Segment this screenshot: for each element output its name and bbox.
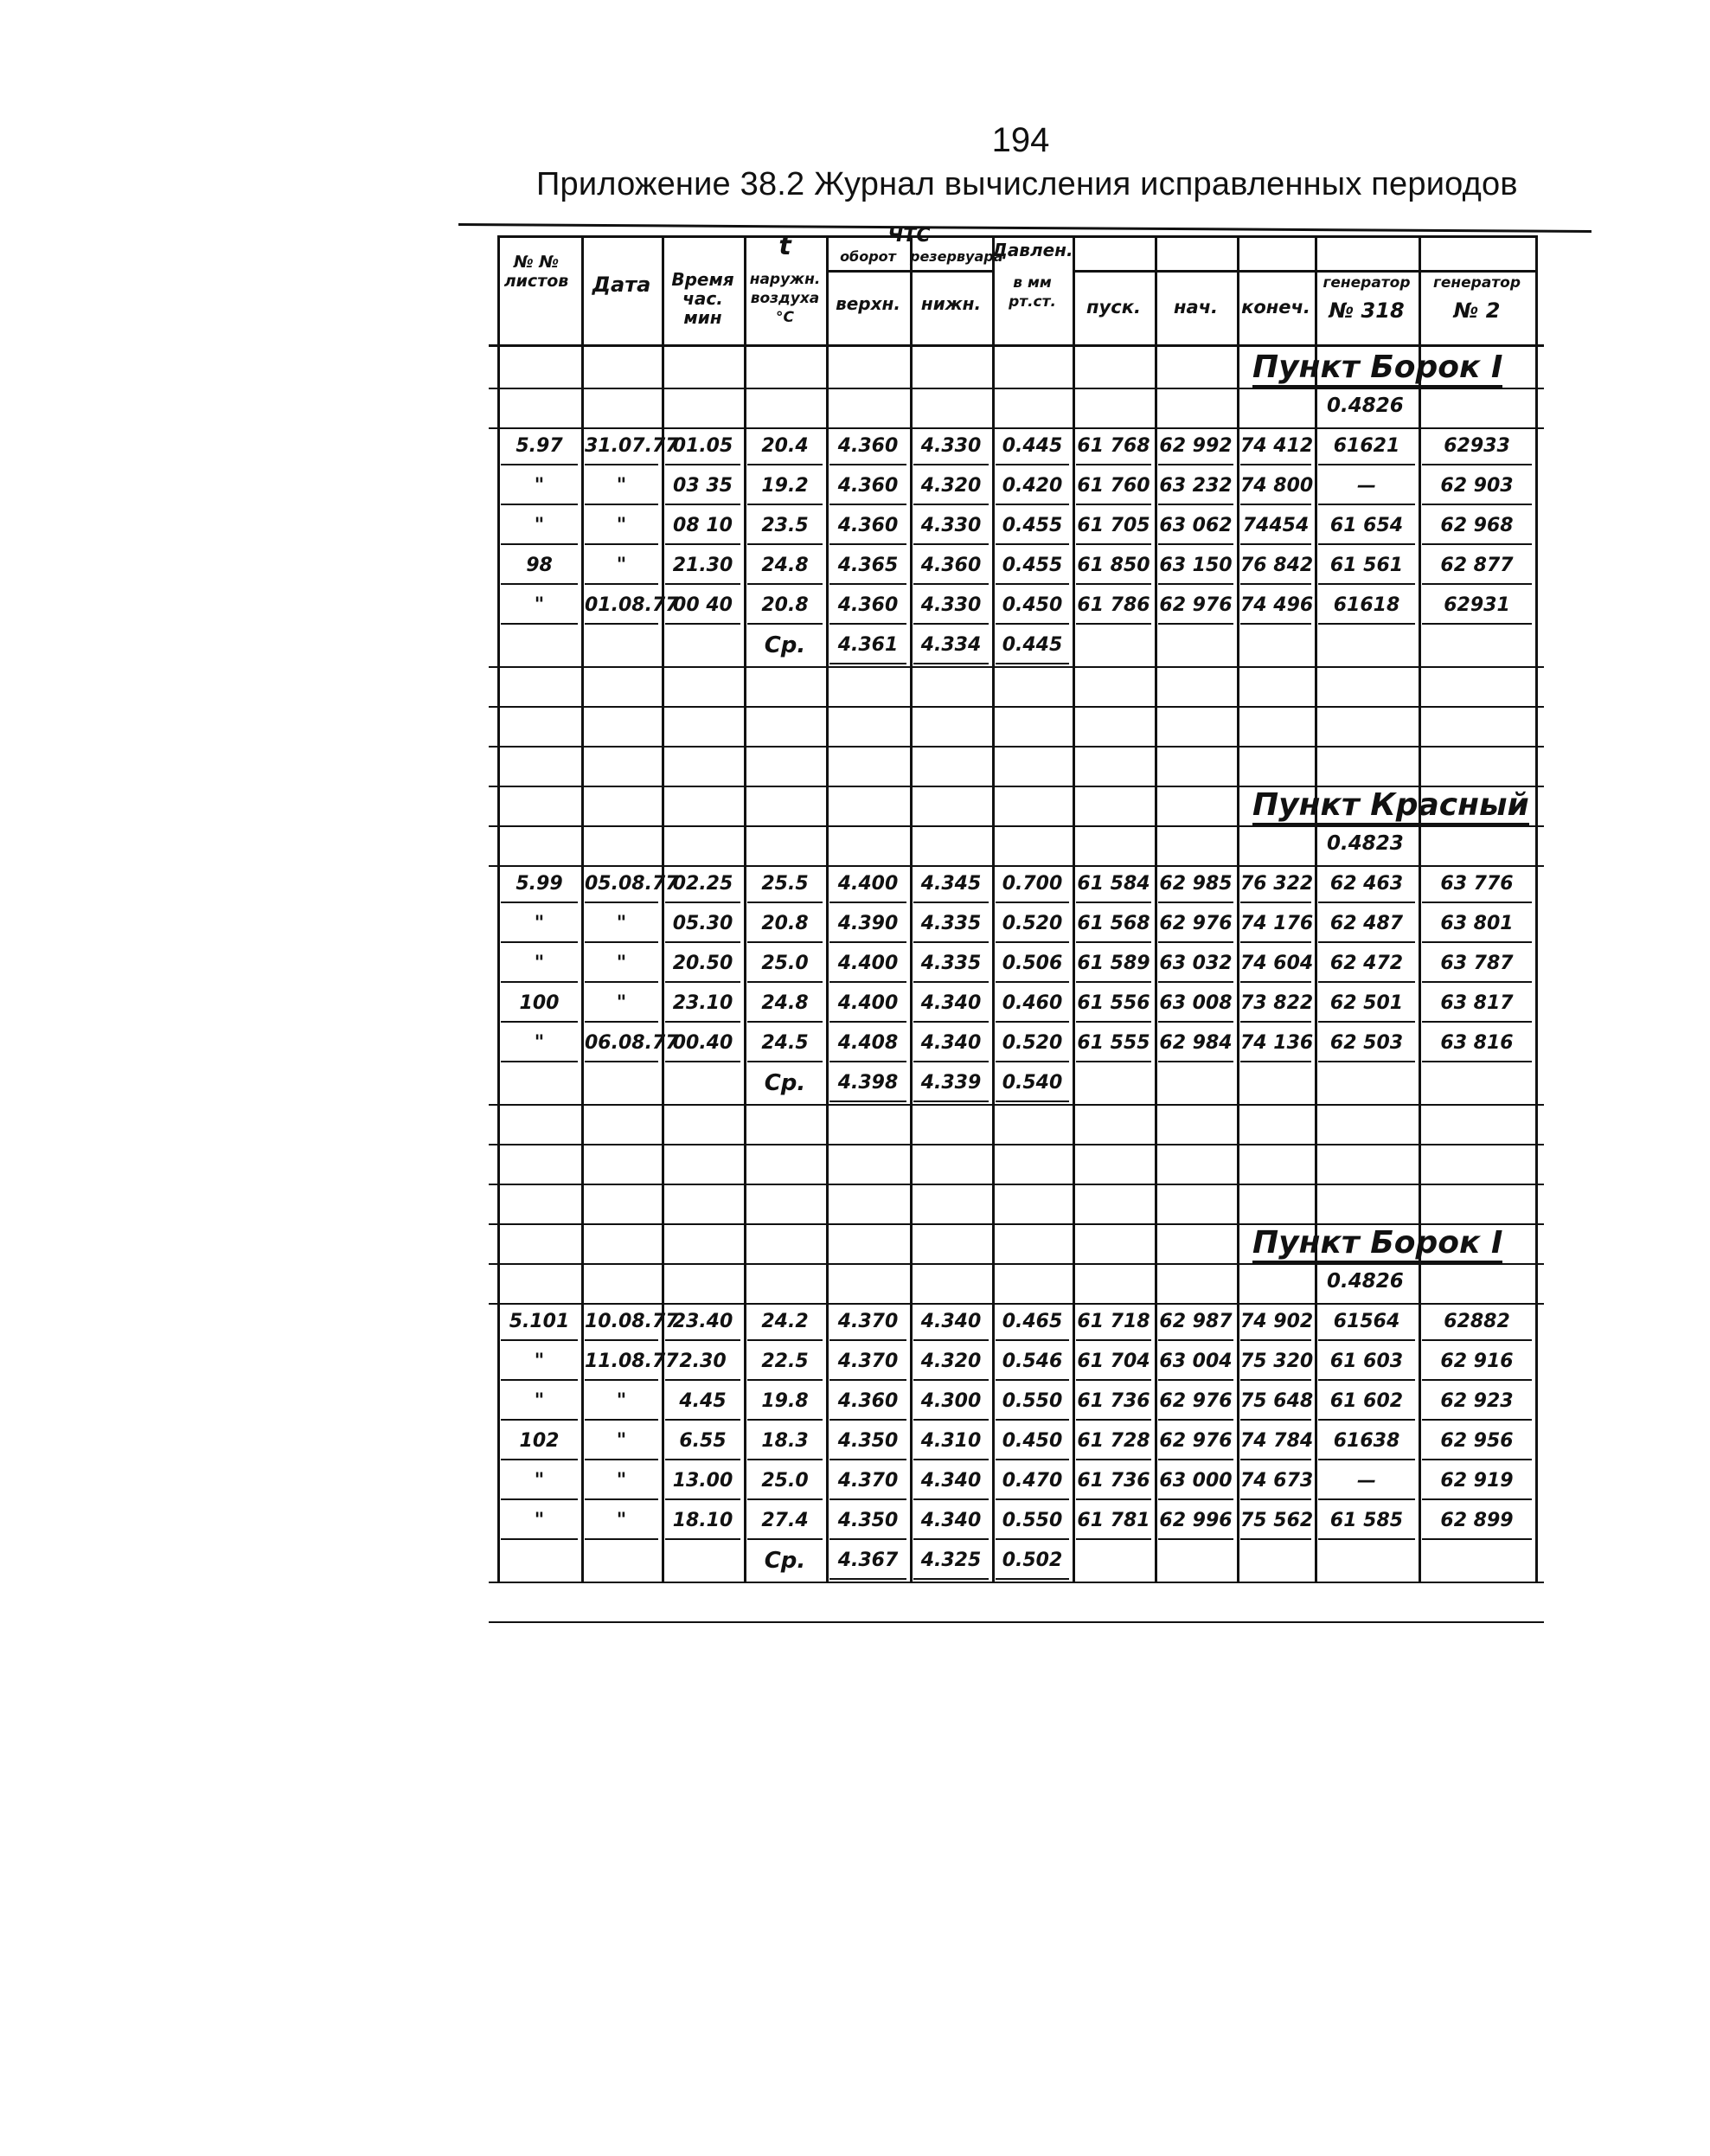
cell-sheet: " bbox=[501, 509, 578, 545]
cell-temp: 20.8 bbox=[747, 907, 823, 943]
cell-temp: 18.3 bbox=[747, 1424, 823, 1460]
header-oborot: оборот bbox=[840, 248, 896, 265]
page-number: 194 bbox=[991, 121, 1050, 159]
cell-pressure: 0.455 bbox=[996, 509, 1069, 545]
cell-end: 75 648 bbox=[1240, 1384, 1311, 1421]
row-rule bbox=[489, 1104, 1544, 1106]
cell-temp: 20.4 bbox=[747, 429, 823, 465]
cell-gen1: 61618 bbox=[1318, 588, 1415, 625]
cell-date: " bbox=[585, 1504, 658, 1540]
row-rule bbox=[489, 388, 1544, 389]
cell-sheet: " bbox=[501, 1464, 578, 1500]
cell-gen2: 62933 bbox=[1422, 429, 1532, 465]
cell-end: 74 673 bbox=[1240, 1464, 1311, 1500]
header-end: конеч. bbox=[1241, 297, 1310, 318]
cell-upper: 4.370 bbox=[829, 1344, 906, 1381]
header-gen2-no: № 2 bbox=[1453, 298, 1501, 323]
cell-time: 01.05 bbox=[665, 429, 740, 465]
cell-gen1: 61 654 bbox=[1318, 509, 1415, 545]
row-rule bbox=[489, 1184, 1544, 1185]
cell-upper: 4.365 bbox=[829, 549, 906, 585]
cell-gen1: 62 463 bbox=[1318, 867, 1415, 903]
cell-gen1: 61 585 bbox=[1318, 1504, 1415, 1540]
row-rule bbox=[489, 1144, 1544, 1145]
cell-begin: 62 985 bbox=[1158, 867, 1233, 903]
average-pressure: 0.502 bbox=[996, 1543, 1069, 1580]
cell-end: 74 176 bbox=[1240, 907, 1311, 943]
grid-vline bbox=[910, 235, 913, 1582]
cell-gen1: 62 503 bbox=[1318, 1026, 1415, 1062]
grid-vline bbox=[1315, 235, 1317, 1582]
section-coefficient: 0.4826 bbox=[1327, 395, 1404, 417]
cell-temp: 20.8 bbox=[747, 588, 823, 625]
cell-pressure: 0.550 bbox=[996, 1504, 1069, 1540]
cell-time: 6.55 bbox=[665, 1424, 740, 1460]
cell-begin: 62 976 bbox=[1158, 907, 1233, 943]
cell-date: " bbox=[585, 509, 658, 545]
cell-lower: 4.300 bbox=[913, 1384, 989, 1421]
cell-end: 74 902 bbox=[1240, 1305, 1311, 1341]
cell-gen1: 62 472 bbox=[1318, 946, 1415, 983]
cell-sheet: " bbox=[501, 1344, 578, 1381]
cell-pressure: 0.420 bbox=[996, 469, 1069, 505]
section-coefficient: 0.4823 bbox=[1327, 832, 1404, 855]
cell-start: 61 736 bbox=[1076, 1384, 1151, 1421]
cell-pressure: 0.506 bbox=[996, 946, 1069, 983]
cell-time: 2.30 bbox=[665, 1344, 740, 1381]
header-date: Дата bbox=[592, 273, 651, 297]
average-label: Ср. bbox=[764, 1548, 806, 1574]
cell-time: 03 35 bbox=[665, 469, 740, 505]
subheader-rule-gen bbox=[1073, 270, 1535, 273]
cell-begin: 62 996 bbox=[1158, 1504, 1233, 1540]
grid-vline bbox=[1419, 235, 1421, 1582]
header-t-sub: наружн. воздуха °С bbox=[749, 271, 821, 326]
cell-time: 20.50 bbox=[665, 946, 740, 983]
cell-begin: 62 992 bbox=[1158, 429, 1233, 465]
cell-end: 73 822 bbox=[1240, 986, 1311, 1023]
average-pressure: 0.540 bbox=[996, 1066, 1069, 1102]
cell-gen2: 62 923 bbox=[1422, 1384, 1532, 1421]
cell-lower: 4.335 bbox=[913, 946, 989, 983]
grid-vline bbox=[744, 235, 746, 1582]
cell-temp: 25.5 bbox=[747, 867, 823, 903]
cell-gen1: 61564 bbox=[1318, 1305, 1415, 1341]
cell-gen1: 61 602 bbox=[1318, 1384, 1415, 1421]
cell-gen1: 61638 bbox=[1318, 1424, 1415, 1460]
header-t: t bbox=[778, 231, 791, 261]
subheader-rule bbox=[826, 270, 992, 273]
section-label: Пункт Борок I bbox=[1252, 1225, 1502, 1263]
cell-temp: 23.5 bbox=[747, 509, 823, 545]
cell-sheet: 102 bbox=[501, 1424, 578, 1460]
header-sheets: № № листов bbox=[503, 253, 569, 291]
cell-pressure: 0.445 bbox=[996, 429, 1069, 465]
cell-lower: 4.360 bbox=[913, 549, 989, 585]
section-coefficient: 0.4826 bbox=[1327, 1270, 1404, 1293]
cell-begin: 63 008 bbox=[1158, 986, 1233, 1023]
grid-vline bbox=[1237, 235, 1239, 1582]
header-gen1: генератор bbox=[1323, 274, 1411, 292]
cell-date: 06.08.77 bbox=[585, 1026, 658, 1062]
row-rule bbox=[489, 746, 1544, 748]
cell-gen1: 61621 bbox=[1318, 429, 1415, 465]
cell-end: 74 604 bbox=[1240, 946, 1311, 983]
cell-end: 74 496 bbox=[1240, 588, 1311, 625]
cell-sheet: " bbox=[501, 1026, 578, 1062]
cell-begin: 63 000 bbox=[1158, 1464, 1233, 1500]
cell-pressure: 0.550 bbox=[996, 1384, 1069, 1421]
header-upper: верхн. bbox=[836, 293, 900, 314]
cell-lower: 4.340 bbox=[913, 1305, 989, 1341]
cell-start: 61 718 bbox=[1076, 1305, 1151, 1341]
section-label: Пункт Борок I bbox=[1252, 350, 1502, 388]
cell-lower: 4.330 bbox=[913, 429, 989, 465]
average-lower: 4.339 bbox=[913, 1066, 989, 1102]
cell-temp: 19.8 bbox=[747, 1384, 823, 1421]
cell-sheet: " bbox=[501, 1384, 578, 1421]
row-rule bbox=[489, 1582, 1544, 1583]
cell-start: 61 850 bbox=[1076, 549, 1151, 585]
cell-gen2: 63 776 bbox=[1422, 867, 1532, 903]
cell-sheet: " bbox=[501, 907, 578, 943]
cell-lower: 4.330 bbox=[913, 588, 989, 625]
cell-temp: 24.8 bbox=[747, 549, 823, 585]
cell-end: 74454 bbox=[1240, 509, 1311, 545]
cell-lower: 4.340 bbox=[913, 1504, 989, 1540]
cell-begin: 62 976 bbox=[1158, 1384, 1233, 1421]
header-chts: ЧТС bbox=[887, 225, 931, 247]
cell-upper: 4.370 bbox=[829, 1464, 906, 1500]
cell-begin: 62 984 bbox=[1158, 1026, 1233, 1062]
cell-sheet: " bbox=[501, 946, 578, 983]
cell-end: 74 784 bbox=[1240, 1424, 1311, 1460]
cell-temp: 25.0 bbox=[747, 1464, 823, 1500]
cell-start: 61 555 bbox=[1076, 1026, 1151, 1062]
cell-gen2: 62 968 bbox=[1422, 509, 1532, 545]
average-upper: 4.398 bbox=[829, 1066, 906, 1102]
grid-vline bbox=[1535, 235, 1538, 1582]
cell-gen1: 61 603 bbox=[1318, 1344, 1415, 1381]
cell-start: 61 705 bbox=[1076, 509, 1151, 545]
cell-date: " bbox=[585, 1384, 658, 1421]
cell-pressure: 0.470 bbox=[996, 1464, 1069, 1500]
cell-begin: 62 976 bbox=[1158, 588, 1233, 625]
header-begin: нач. bbox=[1173, 297, 1219, 318]
cell-gen2: 62 899 bbox=[1422, 1504, 1532, 1540]
cell-temp: 19.2 bbox=[747, 469, 823, 505]
cell-temp: 22.5 bbox=[747, 1344, 823, 1381]
cell-pressure: 0.520 bbox=[996, 907, 1069, 943]
cell-start: 61 589 bbox=[1076, 946, 1151, 983]
cell-upper: 4.400 bbox=[829, 986, 906, 1023]
cell-time: 18.10 bbox=[665, 1504, 740, 1540]
grid-vline bbox=[992, 235, 995, 1582]
cell-upper: 4.350 bbox=[829, 1424, 906, 1460]
cell-date: " bbox=[585, 1424, 658, 1460]
cell-pressure: 0.450 bbox=[996, 1424, 1069, 1460]
cell-start: 61 786 bbox=[1076, 588, 1151, 625]
row-rule bbox=[489, 666, 1544, 668]
cell-begin: 63 062 bbox=[1158, 509, 1233, 545]
cell-start: 61 736 bbox=[1076, 1464, 1151, 1500]
cell-upper: 4.360 bbox=[829, 429, 906, 465]
cell-time: 21.30 bbox=[665, 549, 740, 585]
cell-begin: 63 150 bbox=[1158, 549, 1233, 585]
cell-end: 74 412 bbox=[1240, 429, 1311, 465]
cell-gen2: 63 801 bbox=[1422, 907, 1532, 943]
cell-date: " bbox=[585, 986, 658, 1023]
cell-end: 76 322 bbox=[1240, 867, 1311, 903]
cell-pressure: 0.450 bbox=[996, 588, 1069, 625]
cell-date: " bbox=[585, 946, 658, 983]
cell-begin: 63 232 bbox=[1158, 469, 1233, 505]
cell-gen2: 62 919 bbox=[1422, 1464, 1532, 1500]
average-pressure: 0.445 bbox=[996, 628, 1069, 664]
cell-date: " bbox=[585, 1464, 658, 1500]
header-lower: нижн. bbox=[920, 293, 982, 314]
cell-date: 11.08.77 bbox=[585, 1344, 658, 1381]
cell-upper: 4.400 bbox=[829, 867, 906, 903]
average-upper: 4.367 bbox=[829, 1543, 906, 1580]
cell-end: 74 136 bbox=[1240, 1026, 1311, 1062]
cell-upper: 4.370 bbox=[829, 1305, 906, 1341]
cell-sheet: 5.99 bbox=[501, 867, 578, 903]
average-lower: 4.325 bbox=[913, 1543, 989, 1580]
cell-begin: 63 004 bbox=[1158, 1344, 1233, 1381]
cell-lower: 4.320 bbox=[913, 1344, 989, 1381]
grid-vline bbox=[1073, 235, 1075, 1582]
cell-gen2: 62 956 bbox=[1422, 1424, 1532, 1460]
cell-lower: 4.320 bbox=[913, 469, 989, 505]
cell-gen1: 62 487 bbox=[1318, 907, 1415, 943]
cell-temp: 24.2 bbox=[747, 1305, 823, 1341]
cell-time: 4.45 bbox=[665, 1384, 740, 1421]
cell-time: 00.40 bbox=[665, 1026, 740, 1062]
cell-lower: 4.335 bbox=[913, 907, 989, 943]
cell-upper: 4.350 bbox=[829, 1504, 906, 1540]
cell-pressure: 0.465 bbox=[996, 1305, 1069, 1341]
cell-begin: 62 976 bbox=[1158, 1424, 1233, 1460]
cell-date: " bbox=[585, 549, 658, 585]
cell-gen2: 63 787 bbox=[1422, 946, 1532, 983]
cell-end: 75 562 bbox=[1240, 1504, 1311, 1540]
cell-date: " bbox=[585, 907, 658, 943]
section-label: Пункт Красный bbox=[1252, 787, 1529, 825]
header-top-rule bbox=[497, 235, 1535, 238]
average-lower: 4.334 bbox=[913, 628, 989, 664]
cell-upper: 4.360 bbox=[829, 509, 906, 545]
cell-temp: 25.0 bbox=[747, 946, 823, 983]
row-rule bbox=[489, 1621, 1544, 1623]
cell-sheet: " bbox=[501, 469, 578, 505]
cell-start: 61 768 bbox=[1076, 429, 1151, 465]
cell-lower: 4.310 bbox=[913, 1424, 989, 1460]
cell-date: 01.08.77 bbox=[585, 588, 658, 625]
cell-start: 61 728 bbox=[1076, 1424, 1151, 1460]
cell-gen2: 62 903 bbox=[1422, 469, 1532, 505]
header-gen1-no: № 318 bbox=[1329, 298, 1405, 323]
cell-upper: 4.390 bbox=[829, 907, 906, 943]
cell-time: 23.10 bbox=[665, 986, 740, 1023]
cell-sheet: 100 bbox=[501, 986, 578, 1023]
header-gen2: генератор bbox=[1432, 274, 1521, 292]
cell-sheet: 5.101 bbox=[501, 1305, 578, 1341]
cell-start: 61 760 bbox=[1076, 469, 1151, 505]
cell-gen2: 62 916 bbox=[1422, 1344, 1532, 1381]
cell-gen1: — bbox=[1318, 469, 1415, 505]
header-pressure-sub: в мм рт.ст. bbox=[1009, 274, 1056, 311]
cell-sheet: " bbox=[501, 588, 578, 625]
cell-end: 75 320 bbox=[1240, 1344, 1311, 1381]
cell-temp: 24.8 bbox=[747, 986, 823, 1023]
cell-start: 61 556 bbox=[1076, 986, 1151, 1023]
cell-begin: 62 987 bbox=[1158, 1305, 1233, 1341]
cell-gen2: 63 817 bbox=[1422, 986, 1532, 1023]
cell-lower: 4.345 bbox=[913, 867, 989, 903]
cell-sheet: 98 bbox=[501, 549, 578, 585]
cell-gen2: 62882 bbox=[1422, 1305, 1532, 1341]
header-start: пуск. bbox=[1086, 297, 1141, 318]
cell-pressure: 0.460 bbox=[996, 986, 1069, 1023]
cell-gen1: 61 561 bbox=[1318, 549, 1415, 585]
cell-upper: 4.360 bbox=[829, 1384, 906, 1421]
cell-gen2: 62 877 bbox=[1422, 549, 1532, 585]
cell-start: 61 584 bbox=[1076, 867, 1151, 903]
cell-start: 61 781 bbox=[1076, 1504, 1151, 1540]
cell-time: 23.40 bbox=[665, 1305, 740, 1341]
cell-upper: 4.360 bbox=[829, 469, 906, 505]
cell-pressure: 0.520 bbox=[996, 1026, 1069, 1062]
average-label: Ср. bbox=[764, 1070, 806, 1096]
cell-time: 02.25 bbox=[665, 867, 740, 903]
cell-date: 05.08.77 bbox=[585, 867, 658, 903]
cell-upper: 4.360 bbox=[829, 588, 906, 625]
cell-sheet: " bbox=[501, 1504, 578, 1540]
cell-end: 74 800 bbox=[1240, 469, 1311, 505]
cell-gen1: 62 501 bbox=[1318, 986, 1415, 1023]
cell-temp: 24.5 bbox=[747, 1026, 823, 1062]
cell-end: 76 842 bbox=[1240, 549, 1311, 585]
cell-begin: 63 032 bbox=[1158, 946, 1233, 983]
grid-vline bbox=[826, 235, 829, 1582]
cell-start: 61 568 bbox=[1076, 907, 1151, 943]
cell-date: 31.07.77 bbox=[585, 429, 658, 465]
grid-vline bbox=[581, 235, 584, 1582]
header-pressure: Давлен. bbox=[992, 240, 1073, 260]
cell-upper: 4.408 bbox=[829, 1026, 906, 1062]
header-time: Время час. мин bbox=[671, 269, 734, 328]
cell-time: 08 10 bbox=[665, 509, 740, 545]
cell-lower: 4.340 bbox=[913, 1026, 989, 1062]
cell-lower: 4.330 bbox=[913, 509, 989, 545]
document-title: Приложение 38.2 Журнал вычисления исправленных периодов bbox=[536, 166, 1518, 202]
cell-gen2: 63 816 bbox=[1422, 1026, 1532, 1062]
cell-time: 13.00 bbox=[665, 1464, 740, 1500]
cell-pressure: 0.455 bbox=[996, 549, 1069, 585]
cell-pressure: 0.700 bbox=[996, 867, 1069, 903]
cell-upper: 4.400 bbox=[829, 946, 906, 983]
cell-lower: 4.340 bbox=[913, 986, 989, 1023]
cell-time: 05.30 bbox=[665, 907, 740, 943]
header-bottom-rule bbox=[489, 344, 1544, 347]
row-rule bbox=[489, 1263, 1544, 1265]
cell-sheet: 5.97 bbox=[501, 429, 578, 465]
average-upper: 4.361 bbox=[829, 628, 906, 664]
cell-time: 00 40 bbox=[665, 588, 740, 625]
cell-pressure: 0.546 bbox=[996, 1344, 1069, 1381]
cell-lower: 4.340 bbox=[913, 1464, 989, 1500]
cell-temp: 27.4 bbox=[747, 1504, 823, 1540]
header-reservoir: резервуара bbox=[910, 248, 1003, 265]
cell-start: 61 704 bbox=[1076, 1344, 1151, 1381]
cell-date: 10.08.77 bbox=[585, 1305, 658, 1341]
grid-vline bbox=[497, 235, 500, 1582]
cell-gen2: 62931 bbox=[1422, 588, 1532, 625]
cell-gen1: — bbox=[1318, 1464, 1415, 1500]
cell-date: " bbox=[585, 469, 658, 505]
row-rule bbox=[489, 825, 1544, 827]
grid-vline bbox=[1155, 235, 1157, 1582]
average-label: Ср. bbox=[764, 632, 806, 658]
row-rule bbox=[489, 706, 1544, 708]
